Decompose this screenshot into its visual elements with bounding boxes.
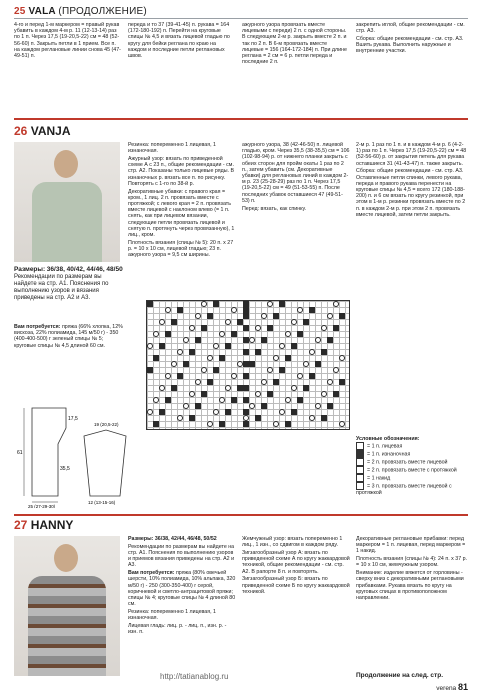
hanny-paragraph: Жемчужный узор: вязать попеременно 1 лиц., 1 изн., со сдвигом в каждом ряду. [242, 536, 343, 549]
chart-cell-purl [231, 397, 237, 403]
chart-cell-purl [297, 331, 303, 337]
chart-cell-yarnover [249, 337, 255, 343]
vanja-number: 26 [14, 124, 28, 138]
vanja-heading [14, 124, 71, 138]
vanja-sizes-note: Рекомендации по размерам вы найдете на стр. А1. Пояснения по выполнению узоров и вязания приведены на стр. А2 и А3. [14, 274, 109, 301]
chart-cell-purl [243, 313, 249, 319]
chart-cell-yarnover [315, 337, 321, 343]
legend-text: = 1 п. изнаночная [367, 451, 411, 458]
chart-cell-yarnover [261, 313, 267, 319]
vanja-paragraph: ажурного узора, 38 (42-46-50) п. лицевой гладью, кром. Через 35,5 (38-35,5) см = 106 (102-98-94) р. от нижнего планки закрыть с обеих сторон для пройм окаты 1 раз по 2 п., затем убавить (см. Декоративные убавки) для реглановых линий в каждом 2-м р. 23 (25-28-29) раз по 1 п. Через 17,5 (19-20,5-22) см = 49 (51-53-55) п. После последних убавок оставшиеся 47 (49-51-53) п. [242, 142, 350, 204]
chart-cell-yarnover [231, 373, 237, 379]
chart-cell-purl [309, 307, 315, 313]
stitch-symbol-icon [356, 458, 364, 466]
hanny-photo [14, 536, 120, 676]
chart-cell-purl [195, 403, 201, 409]
chart-cell-yarnover [159, 385, 165, 391]
page-number: 81 [457, 682, 468, 692]
legend-text: = 1 накид [367, 475, 391, 482]
chart-cell-yarnover [183, 403, 189, 409]
hanny-paragraph: Лицевая гладь: лиц. р. - лиц. п., изн. р. - изн. п. [128, 623, 227, 636]
chart-cell-purl [297, 397, 303, 403]
vanja-title: VANJA [30, 124, 71, 138]
back-piece-shape [32, 408, 66, 496]
chart-cell-purl [201, 325, 207, 331]
hanny-paragraph: Плотность вязания (спицы № 4): 24 п. х 37 р. = 10 х 10 см, жемчужным узором. [356, 556, 468, 569]
chart-cell-yarnover [339, 421, 345, 427]
chart-cell-purl [279, 367, 285, 373]
chart-cell-yarnover [279, 343, 285, 349]
stitch-symbol-icon [356, 466, 364, 474]
chart-cell-purl [225, 409, 231, 415]
knitting-chart [146, 300, 350, 430]
legend-text: = 2 п. провязать вместе с протяжкой [367, 467, 457, 474]
chart-cell-purl [207, 379, 213, 385]
vala-column-3 [242, 22, 350, 67]
chart-cell-purl [267, 325, 273, 331]
chart-cell-purl [315, 361, 321, 367]
model-sweater [28, 576, 106, 676]
schema-label: 25 (27-29-30) [28, 504, 56, 508]
vanja-schematic [14, 400, 134, 508]
chart-cell-purl [333, 391, 339, 397]
stitch-symbol-icon [356, 442, 364, 450]
chart-cell-yarnover [171, 361, 177, 367]
chart-cell-purl [207, 313, 213, 319]
hanny-title: HANNY [30, 518, 74, 532]
chart-cell-yarnover [321, 391, 327, 397]
chart-cell-yarnover [147, 409, 153, 415]
chart-cell-purl [159, 343, 165, 349]
chart-cell-purl [159, 409, 165, 415]
chart-cell-yarnover [201, 367, 207, 373]
legend-item [356, 474, 468, 482]
vanja-paragraph: Резинка: попеременно 1 лицевая, 1 изнаночная. [128, 142, 216, 155]
chart-cell-yarnover [309, 349, 315, 355]
chart-cell-yarnover [195, 379, 201, 385]
header-title: VALA [28, 6, 56, 17]
vanja-sizes [14, 266, 124, 302]
hanny-column-2 [242, 536, 350, 597]
chart-cell-purl [183, 361, 189, 367]
legend-item [356, 482, 468, 496]
schema-label: 35,5 [60, 466, 70, 472]
chart-cell-purl [303, 319, 309, 325]
hanny-yarn-text: пряжа (80% овечьей шерсти, 10% полиамида, 10% альпака, 320 м/50 г) - 250 (300-350-400) г серой, коричневой и светло-антрацитовой пряжи; спицы № 4; круговые спицы № 4 длиной 80 см. [128, 570, 236, 608]
chart-cell-purl [339, 379, 345, 385]
chart-cell-yarnover [225, 319, 231, 325]
vala-paragraph: Сборка: общие рекомендации - см. стр. А3. Вшить рукава. Выполнить наружные и внутренние участки. [356, 36, 464, 55]
model-head [54, 544, 78, 572]
chart-cell-yarnover [303, 361, 309, 367]
vanja-paragraph: 2-м р. 1 раз по 1 п. и в каждом 4-м р. 6 (4-2-1) раз по 1 п. Через 17,5 (19-20,5-22) см = 48 (52-56-60) р. от закрытия петель для рукава оставшиеся 31 (41-43-47) п. также закрыть. [356, 142, 467, 167]
hanny-paragraph: Резинка: попеременно 1 лицевая, 1 изнаночная. [128, 609, 216, 622]
chart-cell-purl [243, 421, 249, 427]
vanja-paragraph: Сборка: общие рекомендации - см. стр. А3. Оставленные петли спинки, левого рукава, переда и правого рукава перенести на круговые спицы № 4,5 = всего 172 (180-188-200) п. и 6 см вязать по кругу резинкой, при этом в 1-м р. резинки провязать вместе по 2 п. в каждом 2-м р. при этом 2 п. провязать вместе лицевой, затем петли закрыть. [356, 168, 466, 218]
header-number: 25 [14, 6, 26, 17]
stitch-symbol-icon [356, 474, 364, 482]
legend-item [356, 466, 468, 474]
chart-cell-purl [249, 361, 255, 367]
vala-paragraph: переда и то 37 (39-41-45) п. рукава = 164 (172-180-192) п. Перейти на круговые спицы № 4,5 и вязать лицевой гладью по кругу для бейки реглана по краю на каждом и последние петли реглановых швов. [128, 22, 230, 60]
vanja-column-2 [128, 142, 236, 260]
chart-cell-yarnover [213, 343, 219, 349]
chart-cell-yarnover [333, 367, 339, 373]
chart-cell-yarnover [177, 415, 183, 421]
chart-cell-purl [285, 421, 291, 427]
hanny-yarn-label: Вам потребуется: [128, 570, 175, 577]
chart-cell-yarnover [219, 331, 225, 337]
hanny-paragraph: Зигзагообразный узор Б: вязать по приведенной схеме Б по кругу жаккардовой техникой. [242, 576, 350, 595]
chart-cell-yarnover [225, 385, 231, 391]
chart-cell-purl [273, 313, 279, 319]
hanny-paragraph: Зигзагообразный узор А: вязать по приведенной схеме А по кругу жаккардовой техникой, общие рекомендации - см. стр. А2. В рапорте 8 п. и повторять. [242, 550, 350, 575]
chart-cell-yarnover [327, 379, 333, 385]
magazine-name: verena [436, 685, 457, 692]
chart-cell-purl [285, 355, 291, 361]
chart-cell-yarnover [201, 301, 207, 307]
vala-paragraph: 4-го и перед 1-м маркером = правый рукав убавить в каждом 4-м р. 11 (12-13-14) раз по 1 п. Через 17,5 (19-20,5-22) см = 48 (52-56-60) п. Закрыть петли в 1 прием. Все п. на каждом реглановые линии снова 45 (47-49-51) п. [14, 22, 121, 60]
chart-cell-purl [153, 421, 159, 427]
hanny-sizes-note: Рекомендации по размерам вы найдете на стр. А1. Пояснения по выполнению узоров и приемов вязания приведены на стр. А2 и А3. [128, 543, 235, 569]
hanny-paragraph: Внимание: изделие вяжется от горловины - сверху вниз с декоративными реглановыми прибавками. Рукава вязать по кругу на круговых спицах в противоположном направлении. [356, 570, 464, 602]
chart-cell-yarnover [273, 421, 279, 427]
continued-note: Продолжение на след. стр. [356, 672, 444, 679]
chart-cell-purl [177, 307, 183, 313]
chart-cell-purl [309, 373, 315, 379]
stitch-symbol-icon [356, 450, 364, 458]
chart-cell-purl [303, 385, 309, 391]
vanja-paragraph: Ажурный узор: вязать по приведенной схеме А с 23 п., общие рекомендации - см. стр. А2. Показаны только лицевые ряды. В изнаночных р. вязать все п. по рисунку. Повторять с 1-го по 38-й р. [128, 156, 235, 187]
chart-cell-purl [255, 349, 261, 355]
legend-title: Условные обозначения: [356, 436, 420, 442]
hanny-column-1 [128, 536, 236, 637]
section-divider [14, 118, 468, 120]
chart-cell-purl [201, 391, 207, 397]
chart-cell-yarnover [285, 397, 291, 403]
chart-cell-purl [189, 349, 195, 355]
chart-cell-purl [273, 379, 279, 385]
chart-legend [356, 436, 468, 496]
chart-cell-yarnover [333, 301, 339, 307]
chart-cell-purl [255, 415, 261, 421]
chart-cell-yarnover [147, 343, 153, 349]
chart-cell-purl [213, 367, 219, 373]
chart-cell-purl [243, 349, 249, 355]
watermark-link[interactable]: http://tatianablog.ru [160, 672, 229, 681]
legend-item [356, 458, 468, 466]
schema-label: 61 [17, 450, 23, 456]
hanny-column-3 [356, 536, 468, 603]
section-header [14, 6, 147, 17]
schema-label: 19 (20,5-22) [94, 422, 119, 427]
chart-cell-yarnover [267, 367, 273, 373]
chart-cell-purl [321, 349, 327, 355]
chart-cell-purl [165, 397, 171, 403]
chart-cell-purl [219, 355, 225, 361]
chart-cell-yarnover [159, 319, 165, 325]
model-sweater [32, 182, 102, 262]
vanja-photo [14, 142, 120, 262]
chart-cell-purl [195, 337, 201, 343]
chart-cell-yarnover [189, 325, 195, 331]
chart-cell-yarnover [183, 337, 189, 343]
chart-cell-purl [243, 325, 249, 331]
chart-cell-yarnover [249, 403, 255, 409]
chart-cell-purl [243, 373, 249, 379]
chart-cell-purl [243, 385, 249, 391]
chart-cell-yarnover [315, 403, 321, 409]
chart-cell-yarnover [153, 397, 159, 403]
vala-paragraph: закрепить иглой, общие рекомендации - см. стр. А3. [356, 22, 465, 35]
chart-cell-yarnover [321, 325, 327, 331]
page-footer [436, 682, 468, 692]
chart-cell-purl [171, 319, 177, 325]
vanja-sizes-label: Размеры: [14, 266, 46, 273]
chart-cell-purl [165, 331, 171, 337]
section-divider [14, 514, 468, 516]
chart-cell-purl [321, 415, 327, 421]
stitch-symbol-icon [356, 482, 364, 490]
chart-cell-yarnover [231, 307, 237, 313]
chart-cell-yarnover [177, 349, 183, 355]
hanny-paragraph: Декоративные реглановые прибавки: перед маркером = 1 п. лицевая, перед маркером = 1 накид. [356, 536, 466, 555]
vala-paragraph: ажурного узора провязать вместе лицевыми с переди) 2 п. с одной стороны. В следующем 2-м р. закрыть вместе 2 п. и так по 2 п. В 6-м провязать вместе лицевые = 156 (164-172-184) п. При длине реглана = 2 см = 6 р. петли переда и последние 2 п. [242, 22, 347, 66]
schema-label: 17,5 [68, 416, 78, 422]
chart-cell-purl [261, 337, 267, 343]
chart-cell-yarnover [267, 301, 273, 307]
chart-cell-purl [147, 301, 153, 307]
chart-cell-purl [153, 355, 159, 361]
vala-column-2 [128, 22, 236, 61]
chart-cell-yarnover [195, 313, 201, 319]
legend-text: = 1 п. лицевая [367, 443, 403, 450]
vanja-column-3 [242, 142, 350, 213]
chart-cell-yarnover [219, 397, 225, 403]
vala-column-4 [356, 22, 468, 56]
chart-cell-yarnover [255, 391, 261, 397]
hanny-sizes-label: Размеры: [128, 536, 154, 542]
vanja-paragraph: Перед: вязать, как спинку. [242, 205, 307, 212]
chart-cell-purl [333, 325, 339, 331]
chart-cell-purl [147, 367, 153, 373]
chart-cell-purl [171, 385, 177, 391]
chart-cell-purl [219, 421, 225, 427]
chart-cell-purl [291, 409, 297, 415]
vanja-sizes-value: 36/38, 40/42, 44/46, 48/50 [46, 266, 123, 273]
chart-cell-purl [189, 415, 195, 421]
chart-cell-purl [339, 313, 345, 319]
chart-cell-yarnover [291, 319, 297, 325]
chart-cell-purl [231, 331, 237, 337]
vanja-yarn-label: Вам потребуется: [14, 324, 61, 330]
chart-cell-yarnover [297, 307, 303, 313]
legend-item [356, 450, 468, 458]
hanny-sizes-value: 36/38, 42/44, 46/48, 50/52 [154, 536, 217, 542]
model-head [54, 150, 78, 178]
chart-cell-purl [225, 343, 231, 349]
vanja-column-4 [356, 142, 468, 220]
chart-cell-yarnover [261, 379, 267, 385]
chart-cell-yarnover [273, 355, 279, 361]
hanny-heading [14, 518, 73, 532]
chart-cell-yarnover [153, 331, 159, 337]
vanja-yarn-text: пряжа (66% хлопка, 12% вискоза, 22% полиамида, 145 м/50 г) - 350 (400-400-500) г зеленый спицы № 5; круговые спицы № 4,5 длиной 60 см. [14, 324, 123, 349]
chart-cell-yarnover [189, 391, 195, 397]
chart-cell-purl [243, 397, 249, 403]
vala-column-1 [14, 22, 122, 61]
schema-label: 12 (13-15-16) [88, 500, 116, 505]
sleeve-piece-shape [84, 430, 126, 496]
legend-text: = 3 п. провязать вместе лицевой с протяжкой [356, 483, 452, 497]
chart-cell-purl [327, 403, 333, 409]
chart-cell-purl [327, 337, 333, 343]
chart-cell-yarnover [339, 355, 345, 361]
vanja-paragraph: Декоративные убавки: с правого края = кром., 1 лиц. 2 п. провязать вместе с протяжкой; с левого края = 2 п. провязать вместе лицевой с наклоном влево (= 1 п. снять, как при лицевом вязании, следующие петли провязать лицевой и снятую п. протянуть через провязанную), 1 лиц., кром. [128, 188, 235, 239]
chart-cell-yarnover [165, 307, 171, 313]
vanja-paragraph: Плотность вязания (спицы № 5): 20 п. х 27 р. = 10 х 10 см, лицевой гладью; 23 п. ажурного узора = 9,5 см ширины. [128, 239, 234, 259]
chart-cell-yarnover [165, 373, 171, 379]
chart-cell-yarnover [255, 325, 261, 331]
chart-cell-yarnover [279, 409, 285, 415]
chart-cell-yarnover [309, 415, 315, 421]
chart-cell-purl [279, 301, 285, 307]
chart-cell-purl [177, 373, 183, 379]
chart-cell-yarnover [213, 409, 219, 415]
hanny-number: 27 [14, 518, 28, 532]
vanja-yarn [14, 324, 124, 349]
chart-cell-yarnover [207, 355, 213, 361]
chart-cell-yarnover [291, 385, 297, 391]
legend-text: = 2 п. провязать вместе лицевой [367, 459, 448, 466]
chart-cell-purl [267, 391, 273, 397]
chart-cell-yarnover [285, 331, 291, 337]
chart-cell-purl [291, 343, 297, 349]
chart-cell-yarnover [207, 421, 213, 427]
chart-cell-purl [213, 301, 219, 307]
chart-cell-purl [261, 403, 267, 409]
chart-cell-yarnover [327, 313, 333, 319]
header-continued: (ПРОДОЛЖЕНИЕ) [58, 6, 147, 17]
header-rule [14, 18, 468, 19]
chart-cell-yarnover [297, 373, 303, 379]
legend-item [356, 442, 468, 450]
